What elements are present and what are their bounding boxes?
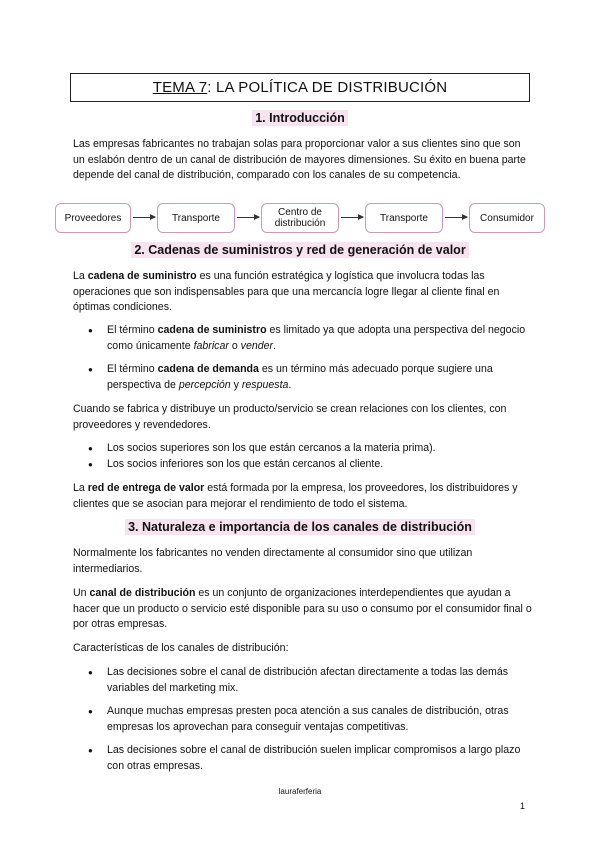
bullet-characteristic-1: ● Las decisiones sobre el canal de distribución afectan directamente a todas las demás variables del marketing mix. [107, 665, 537, 696]
characteristics-intro: Características de los canales de distribución: [73, 642, 289, 654]
flow-box-proveedores: Proveedores [55, 203, 131, 233]
flow-arrow-icon [237, 217, 259, 218]
channel-definition-paragraph: Un canal de distribución es un conjunto de organizaciones interdependientes que ayudan a hacer que un producto o servicio esté disponible para su uso o consumo por el consumidor final o por otras empresas. [73, 587, 532, 630]
bullet-socios-inferiores: ● Los socios inferiores son los que están cercanos al cliente. [107, 457, 537, 473]
distribution-flow-diagram [0, 203, 600, 239]
bullet-cadena-demanda: ● El término cadena de demanda es un término más adecuado porque sugiere una perspectiva de percepción y respuesta. [107, 362, 537, 393]
title-prefix: TEMA 7 [152, 79, 208, 96]
flow-box-transporte-1: Transporte [157, 203, 235, 233]
supply-chain-paragraph: La cadena de suministro es una función estratégica y logística que involucra todas las operaciones que son indispensables para que una mercancía logre llegar al cliente final en óptimas condiciones. [73, 270, 500, 313]
page-title [70, 73, 530, 102]
section-1-heading: 1. Introducción [0, 111, 600, 125]
footer-author: lauraferferia [278, 787, 322, 796]
bullet-characteristic-2: ● Aunque muchas empresas presten poca atención a sus canales de distribución, otras empresas los aprovechan para conseguir ventajas competitivas. [107, 704, 537, 735]
flow-arrow-icon [341, 217, 363, 218]
bullet-socios-superiores: ● Los socios superiores son los que están cercanos a la materia prima). [107, 441, 537, 457]
flow-box-centro-distribucion: Centro de distribución [261, 203, 339, 233]
section-3-heading: 3. Naturaleza e importancia de los canales de distribución [0, 520, 600, 534]
intermediaries-paragraph: Normalmente los fabricantes no venden directamente al consumidor sino que utilizan intermediarios. [73, 547, 473, 575]
page-number: 1 [520, 801, 526, 811]
value-network-paragraph: La red de entrega de valor está formada por la empresa, los proveedores, los distribuidores y clientes que se asocian para mejorar el rendimiento de todo el sistema. [73, 482, 518, 510]
flow-box-transporte-2: Transporte [365, 203, 443, 233]
flow-arrow-icon [133, 217, 155, 218]
intro-paragraph: Las empresas fabricantes no trabajan solas para proporcionar valor a sus clientes sino que son un eslabón dentro de un canal de distribución de mayores dimensiones. Su éxito en buena parte depende del canal de distribución, comparado con los canales de su competencia. [73, 138, 526, 181]
section-2-heading: 2. Cadenas de suministros y red de generación de valor [0, 243, 600, 257]
flow-box-consumidor: Consumidor [469, 203, 545, 233]
relations-paragraph: Cuando se fabrica y distribuye un producto/servicio se crean relaciones con los clientes, con proveedores y revendedores. [73, 403, 507, 431]
bullet-characteristic-3: ● Las decisiones sobre el canal de distribución suelen implicar compromisos a largo plazo con otras empresas. [107, 743, 537, 774]
flow-arrow-icon [445, 217, 467, 218]
bullet-cadena-suministro: ● El término cadena de suministro es limitado ya que adopta una perspectiva del negocio como únicamente fabricar o vender. [107, 323, 537, 354]
title-rest: : LA POLÍTICA DE DISTRIBUCIÓN [207, 79, 448, 96]
